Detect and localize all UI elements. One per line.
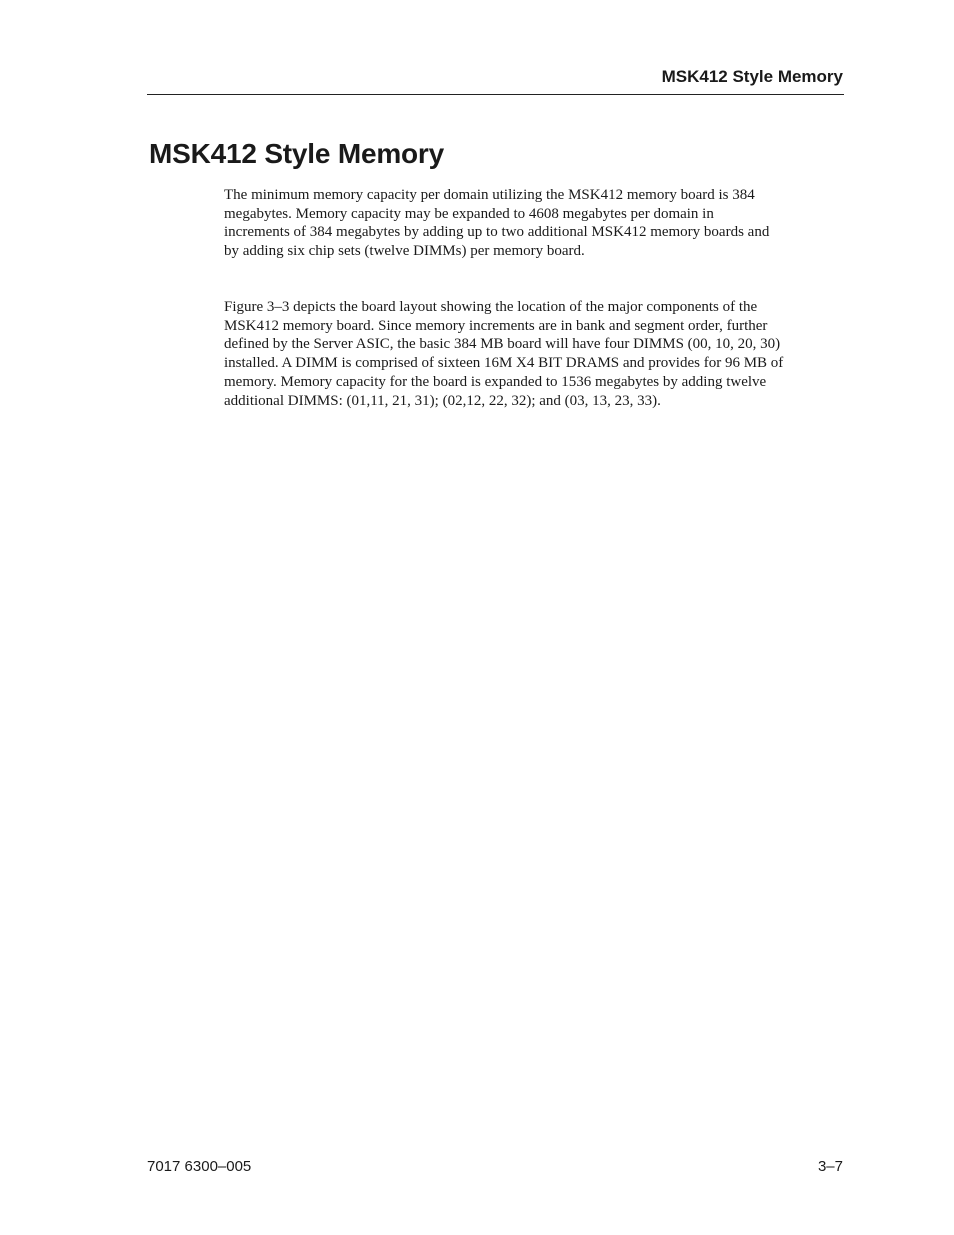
footer-document-number: 7017 6300–005 <box>147 1158 252 1175</box>
running-header: MSK412 Style Memory <box>661 67 843 86</box>
footer-page-number: 3–7 <box>817 1158 843 1175</box>
section-title: MSK412 Style Memory <box>149 138 444 169</box>
body-paragraph-capacity: The minimum memory capacity per domain utilizing the MSK412 memory board is 384 megabytes. Memory capacity may be expanded to 4608 megabytes per domain in increments of 384 megabytes by adding up to two additional MSK412 memory boards and by adding six chip sets (twelve DIMMs) per memory board. <box>224 187 770 260</box>
body-paragraph-board-layout: Figure 3–3 depicts the board layout showing the location of the major components of the MSK412 memory board. Since memory increments are in bank and segment order, further defined by the Server ASIC, the basic 384 MB board will have four DIMMS (00, 10, 20, 30) installed. A DIMM is comprised of sixteen 16M X4 BIT DRAMS and provides for 96 MB of memory. Memory capacity for the board is expanded to 1536 megabytes by adding twelve additional DIMMS: (01,11, 21, 31); (02,12, 22, 32); and (03, 13, 23, 33). <box>224 299 784 409</box>
header-rule <box>147 94 844 95</box>
